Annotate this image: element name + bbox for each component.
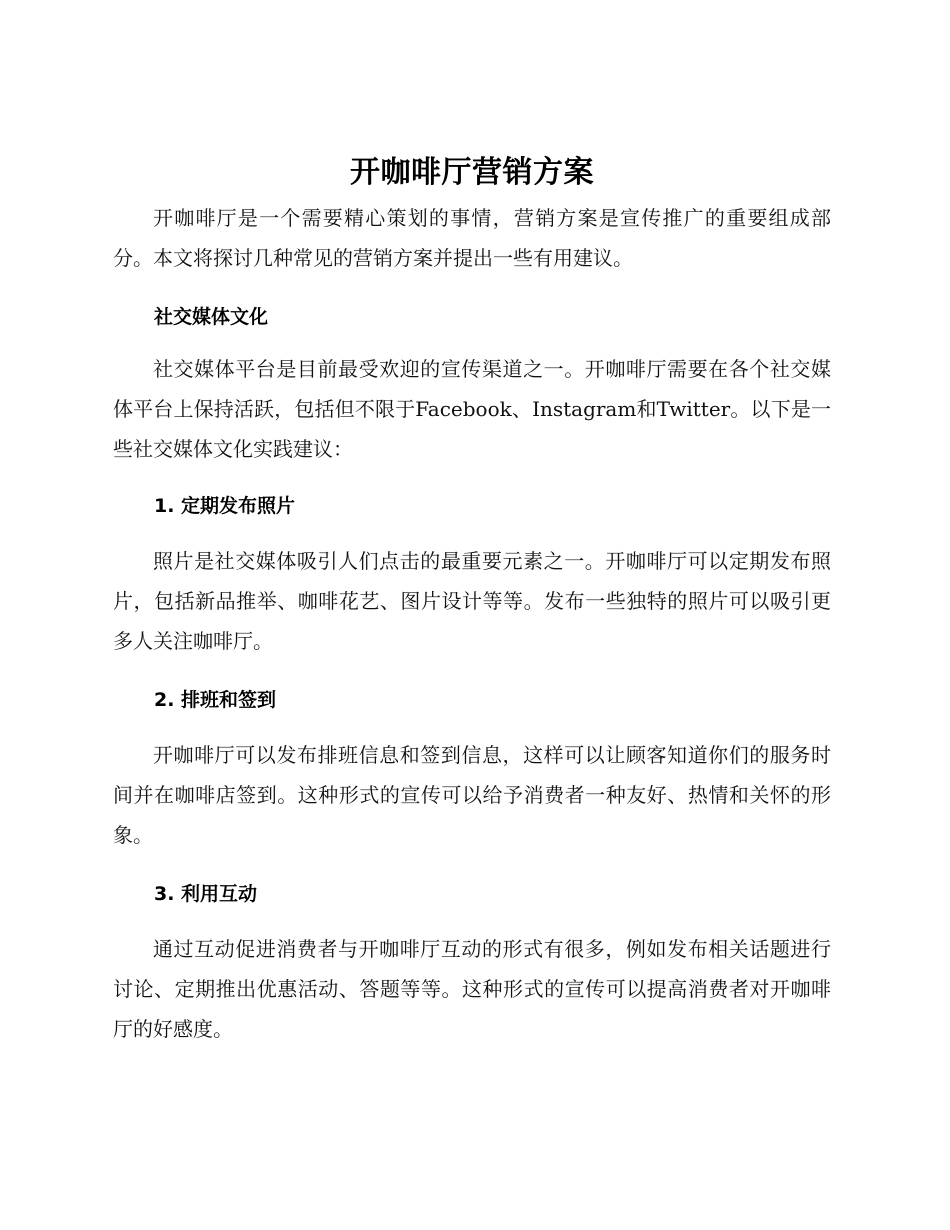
section-body-interaction: 通过互动促进消费者与开咖啡厅互动的形式有很多，例如发布相关话题进行讨论、定期推出优惠活动、答题等等。这种形式的宣传可以提高消费者对开咖啡厅的好感度。: [113, 937, 831, 1041]
intro-paragraph: 开咖啡厅是一个需要精心策划的事情，营销方案是宣传推广的重要组成部分。本文将探讨几种常见的营销方案并提出一些有用建议。: [113, 206, 831, 270]
section-body-schedule-checkin: 开咖啡厅可以发布排班信息和签到信息，这样可以让顾客知道你们的服务时间并在咖啡店签到。这种形式的宣传可以给予消费者一种友好、热情和关怀的形象。: [113, 743, 831, 847]
document-title: 开咖啡厅营销方案: [350, 155, 594, 190]
section-heading-post-photos: 1. 定期发布照片: [154, 495, 296, 517]
section-heading-schedule-checkin: 2. 排班和签到: [154, 689, 277, 711]
document-page: [113, 150, 831, 1049]
section-heading-interaction: 3. 利用互动: [154, 883, 258, 905]
section-body-social-media: 社交媒体平台是目前最受欢迎的宣传渠道之一。开咖啡厅需要在各个社交媒体平台上保持活跃，包括但不限于Facebook、Instagram和Twitter。以下是一些社交媒体文化实践建议：: [113, 357, 831, 461]
section-heading-social-media: 社交媒体文化: [154, 306, 269, 328]
section-body-post-photos: 照片是社交媒体吸引人们点击的最重要元素之一。开咖啡厅可以定期发布照片，包括新品推举、咖啡花艺、图片设计等等。发布一些独特的照片可以吸引更多人关注咖啡厅。: [113, 549, 831, 653]
